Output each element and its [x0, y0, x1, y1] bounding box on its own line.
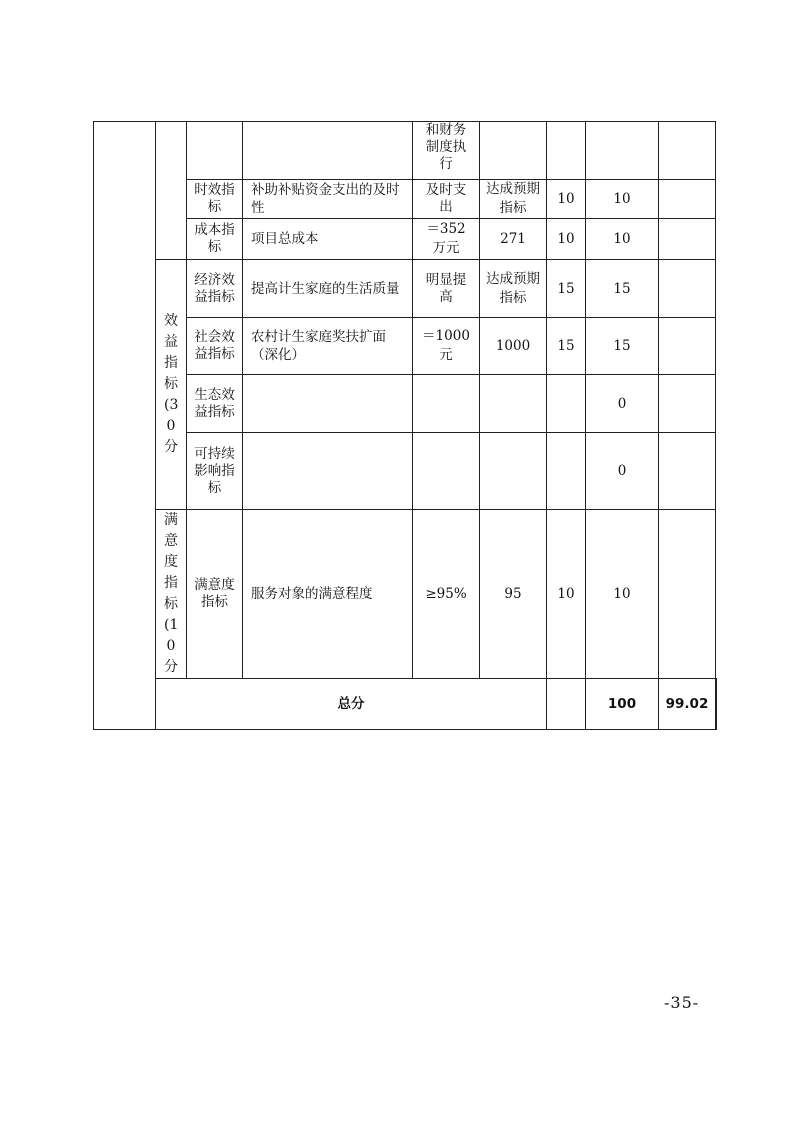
actual-value: 1000 — [480, 318, 547, 375]
indicator-content: 提高计生家庭的生活质量 — [243, 260, 413, 318]
remark-cell — [659, 260, 716, 318]
table-row — [94, 122, 717, 180]
remark-cell — [659, 510, 716, 679]
actual-value: 271 — [480, 219, 547, 260]
actual-value: 达成预期指标 — [486, 270, 540, 306]
actual-value-cell — [480, 122, 547, 180]
table-row — [94, 219, 717, 260]
indicator-content: 项目总成本 — [243, 219, 413, 260]
sub-indicator-label: 可持续影响指标 — [194, 445, 235, 496]
score-cell — [586, 122, 659, 180]
score-value: 15 — [586, 260, 659, 318]
total-score: 99.02 — [659, 679, 716, 730]
weight-value: 10 — [547, 180, 586, 219]
remark-cell — [659, 219, 716, 260]
table-row — [94, 180, 717, 219]
score-value: 0 — [586, 433, 659, 510]
weight-value: 15 — [547, 318, 586, 375]
table-row — [94, 510, 717, 679]
total-weight: 100 — [586, 679, 659, 730]
indicator-content: 补助补贴资金支出的及时性 — [243, 180, 413, 219]
score-value: 10 — [586, 510, 659, 679]
sub-indicator-label: 时效指标 — [194, 182, 235, 215]
level3-indicator-cell — [187, 122, 243, 180]
score-value: 15 — [586, 318, 659, 375]
sub-indicator-label: 生态效益指标 — [194, 386, 235, 420]
table-row — [94, 375, 717, 433]
performance-table — [93, 121, 717, 730]
remark-cell — [659, 122, 716, 180]
weight-value: 10 — [547, 510, 586, 679]
target-value: 及时支出 — [425, 182, 467, 215]
indicator-content: 农村计生家庭奖扶扩面（深化） — [243, 318, 413, 375]
level1-indicator-cell — [94, 122, 156, 730]
indicator-content: 服务对象的满意程度 — [243, 510, 413, 679]
sub-indicator-label: 满意度指标 — [194, 577, 235, 610]
remark-cell — [659, 375, 716, 433]
target-value: 明显提高 — [425, 271, 467, 305]
total-row — [94, 679, 717, 730]
score-value: 0 — [586, 375, 659, 433]
indicator-content-cell — [243, 122, 413, 180]
total-label: 总分 — [156, 679, 547, 730]
table-row — [94, 433, 717, 510]
weight-cell — [547, 122, 586, 180]
satisfaction-group-cell — [156, 510, 187, 679]
actual-value: 95 — [480, 510, 547, 679]
satisfaction-group-label: 满意度指标(10分 — [164, 512, 179, 675]
remark-cell — [659, 180, 716, 219]
target-value: ≥95% — [413, 510, 480, 679]
score-value: 10 — [586, 180, 659, 219]
page-number: -35- — [664, 993, 700, 1012]
remark-cell — [716, 679, 717, 730]
score-value: 10 — [586, 219, 659, 260]
target-value-cell: 和财务制度执行 — [413, 122, 480, 180]
benefit-group-cell — [156, 260, 187, 510]
target-value: ＝352 万元 — [426, 221, 466, 256]
remark-cell — [659, 433, 716, 510]
level2-output-cell — [156, 122, 187, 260]
sub-indicator-label: 成本指标 — [194, 222, 235, 255]
sub-indicator-label: 经济效益指标 — [194, 271, 235, 305]
weight-value: 15 — [547, 260, 586, 318]
target-value: ＝1000 元 — [422, 328, 470, 363]
sub-indicator-label: 社会效益指标 — [194, 329, 235, 362]
actual-value: 达成预期指标 — [486, 181, 540, 216]
table-row — [94, 318, 717, 375]
benefit-group-label: 效益指标(30分 — [164, 313, 179, 455]
table-row — [94, 260, 717, 318]
remark-cell — [659, 318, 716, 375]
weight-value: 10 — [547, 219, 586, 260]
